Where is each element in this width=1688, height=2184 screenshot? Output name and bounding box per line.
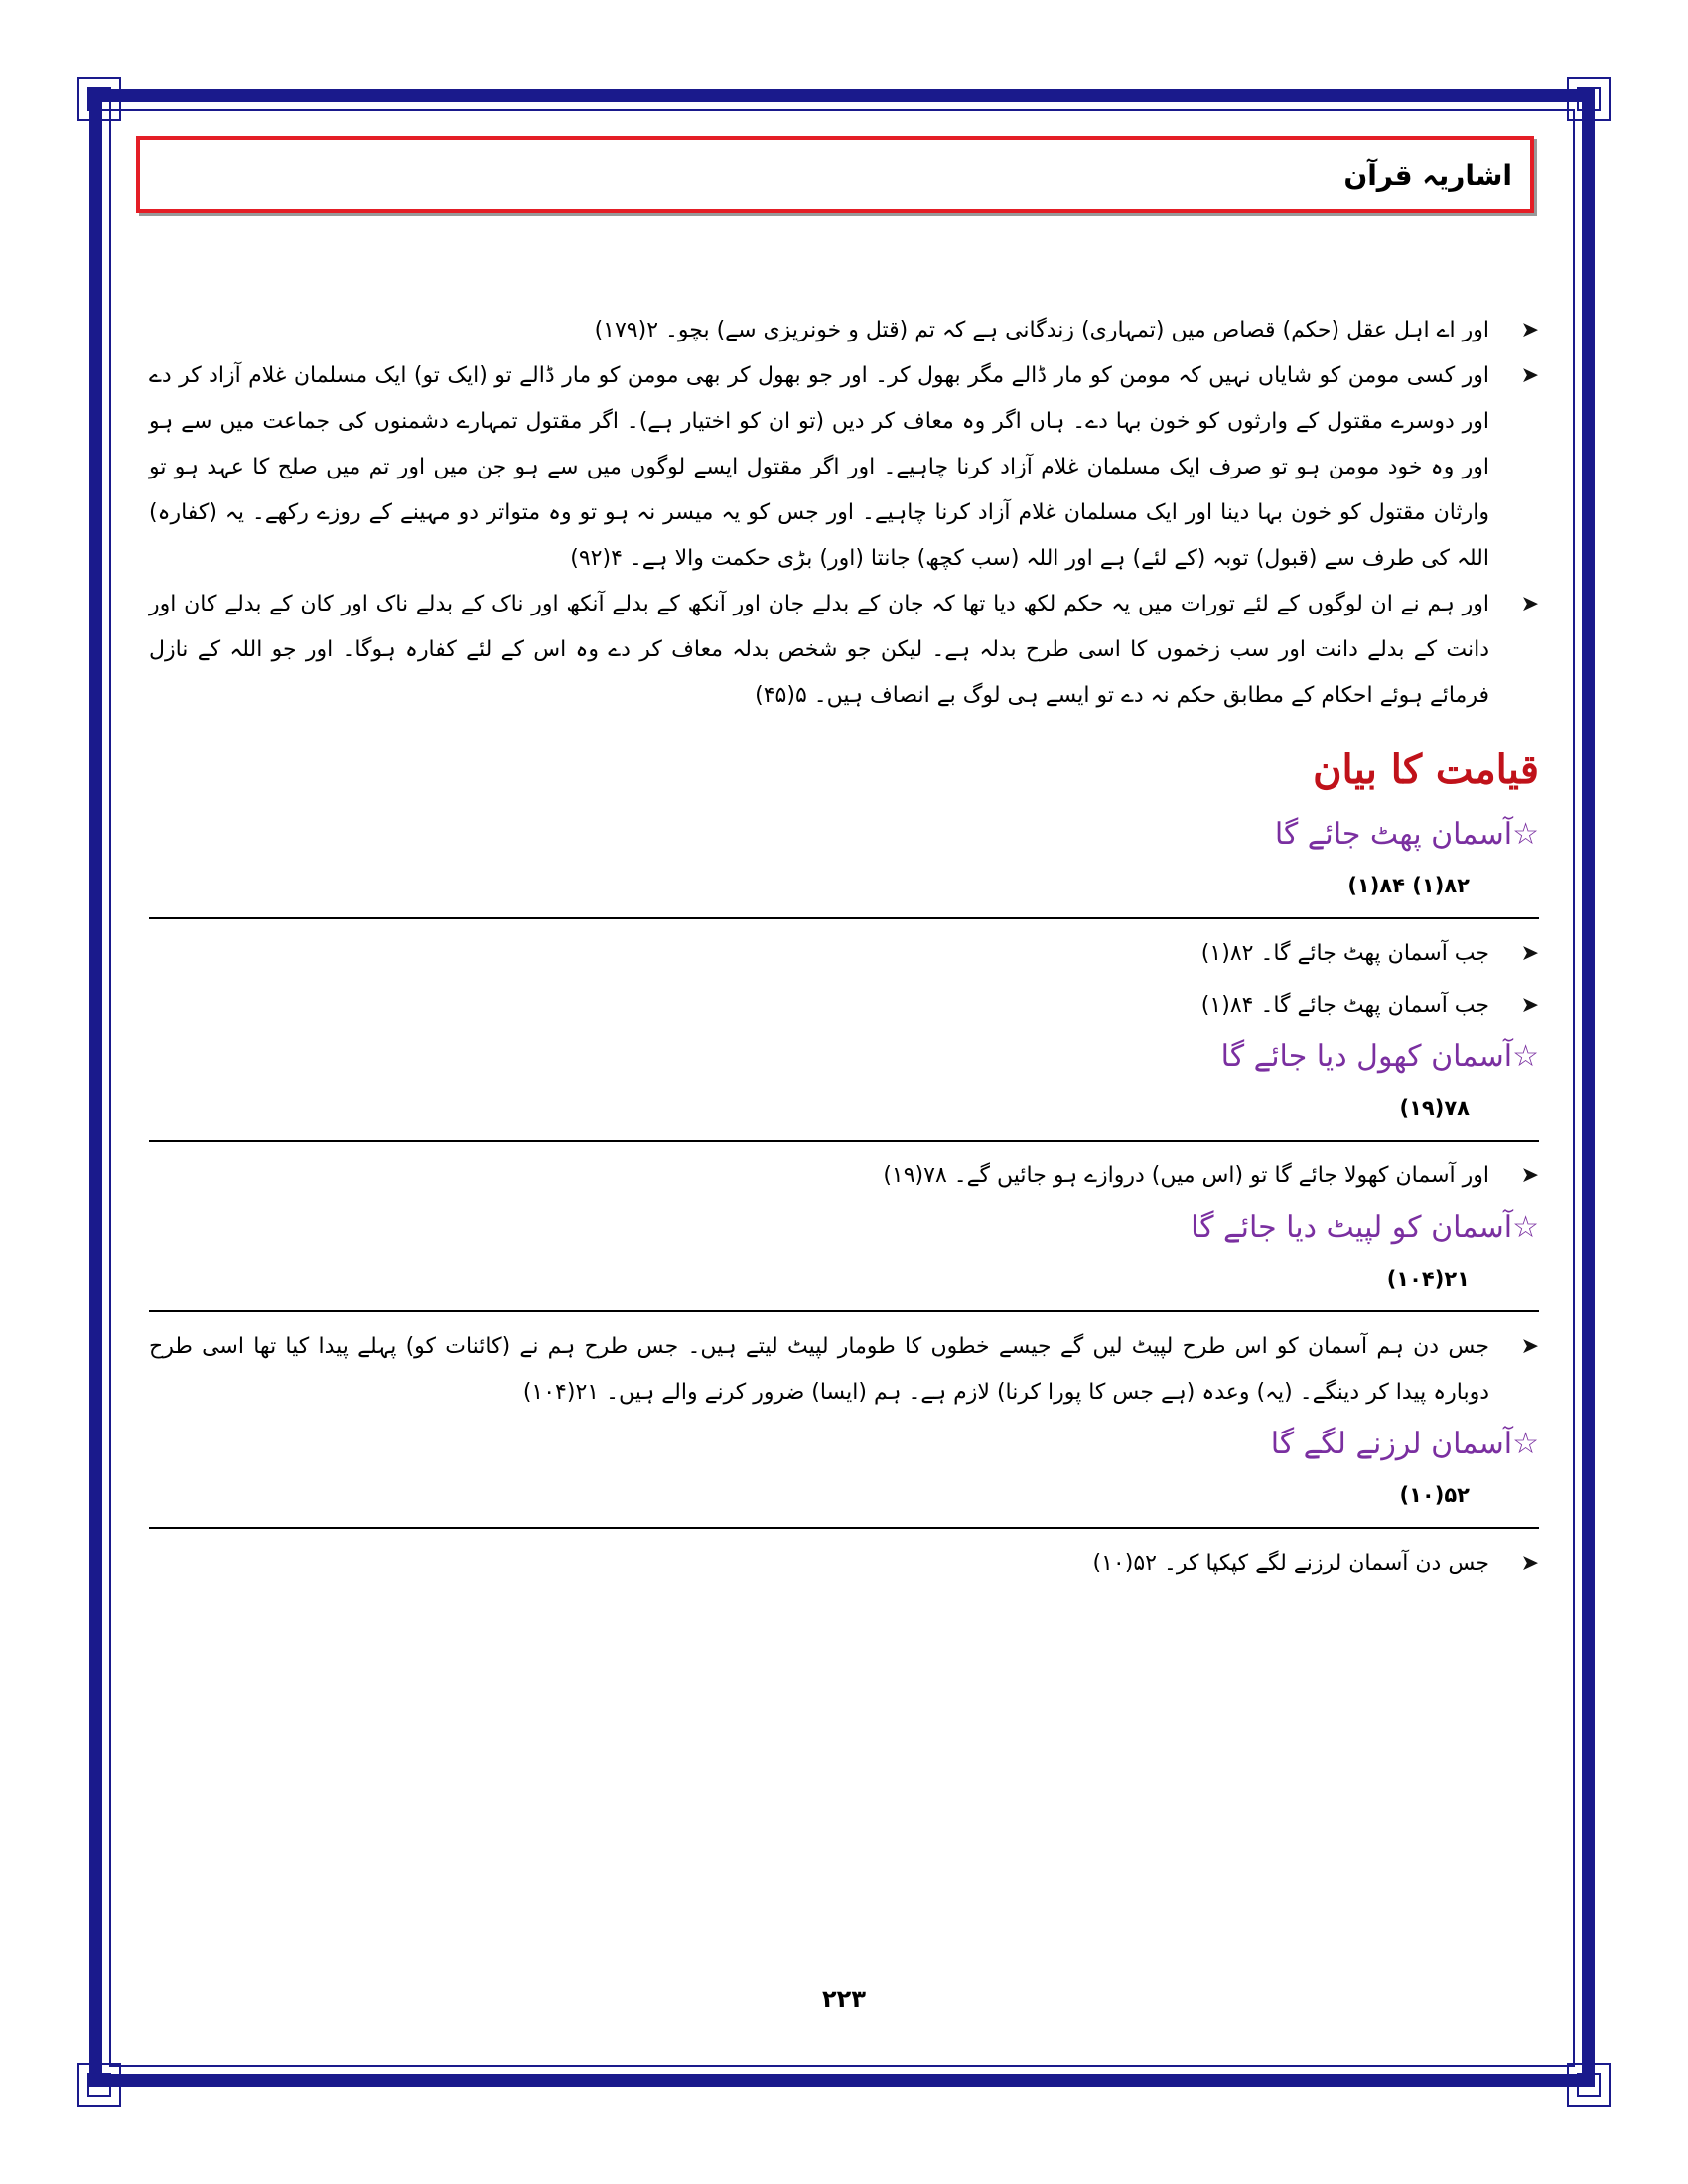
reference-line: ۵۲(۱۰): [1399, 1483, 1470, 1507]
list-item-text: جب آسمان پھٹ جائے گا۔ ۸۴(۱): [1200, 993, 1489, 1018]
corner-ornament: [77, 2063, 121, 2107]
subsection-heading: ☆آسمان کو لپیٹ دیا جائے گا: [1191, 1210, 1539, 1245]
divider: [149, 1527, 1539, 1529]
arrow-bullet-icon: ➤: [1520, 993, 1539, 1018]
subsection-heading: ☆آسمان پھٹ جائے گا: [1274, 817, 1539, 852]
subsection-heading: ☆آسمان کھول دیا جائے گا: [1220, 1039, 1539, 1074]
list-item-text: جس دن ہم آسمان کو اس طرح لپیٹ لیں گے جیسے خطوں کا طومار لپیٹ لیتے ہیں۔ جس طرح ہم نے (کائنات کو) پہلے پیدا کیا تھا اسی طرح دوبارہ پیدا کر دینگے۔ (یہ) وعدہ (ہے جس کا پورا کرنا) لازم ہے۔ ہم (ایسا) ضرور کرنے والے ہیں۔ ۲۱(۱۰۴): [149, 1334, 1489, 1405]
subsection: [149, 1205, 1539, 1416]
reference-line: ۲۱(۱۰۴): [1386, 1267, 1470, 1291]
list-item: [149, 1324, 1539, 1416]
arrow-bullet-icon: ➤: [1520, 1334, 1539, 1359]
list-item: [149, 1541, 1539, 1586]
divider: [149, 917, 1539, 919]
divider: [149, 1310, 1539, 1312]
arrow-bullet-icon: ➤: [1520, 318, 1539, 342]
corner-ornament: [77, 77, 121, 121]
arrow-bullet-icon: ➤: [1520, 363, 1539, 388]
list-item: [149, 931, 1539, 977]
list-item: [149, 308, 1539, 353]
arrow-bullet-icon: ➤: [1520, 1551, 1539, 1575]
corner-ornament: [1567, 77, 1611, 121]
list-item: [149, 353, 1539, 582]
subsection: [149, 1422, 1539, 1586]
arrow-bullet-icon: ➤: [1520, 1163, 1539, 1188]
corner-ornament: [1567, 2063, 1611, 2107]
list-item: [149, 983, 1539, 1028]
arrow-bullet-icon: ➤: [1520, 941, 1539, 966]
main-content: [149, 308, 1539, 1592]
page-number: ۲۲۳: [822, 1985, 866, 2013]
list-item-text: اور کسی مومن کو شایاں نہیں کہ مومن کو مار ڈالے مگر بھول کر۔ اور جو بھول کر بھی مومن کو مار ڈالے تو (ایک تو) ایک مسلمان غلام آزاد کر دے اور دوسرے مقتول کے وارثوں کو خون بہا دے۔ ہاں اگر وہ معاف کر دیں (تو ان کو اختیار ہے)۔ اگر مقتول تمہارے دشمنوں کی جماعت میں سے ہو اور وہ خود مومن ہو تو صرف ایک مسلمان غلام آزاد کرنا چاہیے۔ اور اگر مقتول ایسے لوگوں میں سے ہو جن میں اور تم میں صلح کا عہد ہو تو وارثان مقتول کو خون بہا دینا اور ایک مسلمان غلام آزاد کرنا چاہیے۔ اور جس کو یہ میسر نہ ہو تو وہ متواتر دو مہینے کے روزے رکھے۔ یہ (کفارہ) اللہ کی طرف سے (قبول) توبہ (کے لئے) ہے اور اللہ (سب کچھ) جانتا (اور) بڑی حکمت والا ہے۔ ۴(۹۲): [149, 363, 1489, 571]
subsection-heading: ☆آسمان لرزنے لگے گا: [1270, 1427, 1539, 1461]
section-heading: قیامت کا بیان: [1313, 747, 1539, 793]
divider: [149, 1140, 1539, 1142]
reference-line: ۷۸(۱۹): [1399, 1096, 1470, 1120]
subsection: [149, 812, 1539, 1028]
list-item-text: جب آسمان پھٹ جائے گا۔ ۸۲(۱): [1200, 941, 1489, 966]
arrow-bullet-icon: ➤: [1520, 592, 1539, 616]
list-item-text: اور آسمان کھولا جائے گا تو (اس میں) دروازے ہو جائیں گے۔ ۷۸(۱۹): [883, 1163, 1489, 1188]
list-item: [149, 582, 1539, 719]
list-item-text: اور ہم نے ان لوگوں کے لئے تورات میں یہ حکم لکھ دیا تھا کہ جان کے بدلے جان اور آنکھ کے بدلے آنکھ اور ناک کے بدلے ناک اور کان کے بدلے کان اور دانت کے بدلے دانت اور سب زخموں کا اسی طرح بدلہ ہے۔ لیکن جو شخص بدلہ معاف کر دے وہ اس کے لئے کفارہ ہوگا۔ اور جو اللہ کے نازل فرمائے ہوئے احکام کے مطابق حکم نہ دے تو ایسے ہی لوگ بے انصاف ہیں۔ ۵(۴۵): [149, 592, 1489, 708]
header-box: [136, 136, 1534, 213]
list-item-text: اور اے اہل عقل (حکم) قصاص میں (تمہاری) زندگانی ہے کہ تم (قتل و خونریزی سے) بچو۔ ۲(۱۷۹): [594, 318, 1489, 342]
list-item: [149, 1154, 1539, 1199]
page-title: اشاریہ قرآن: [1343, 158, 1512, 192]
intro-list: [149, 308, 1539, 719]
subsection: [149, 1034, 1539, 1199]
list-item-text: جس دن آسمان لرزنے لگے کپکپا کر۔ ۵۲(۱۰): [1092, 1551, 1489, 1575]
reference-line: ۸۲(۱) ۸۴(۱): [1347, 874, 1470, 897]
